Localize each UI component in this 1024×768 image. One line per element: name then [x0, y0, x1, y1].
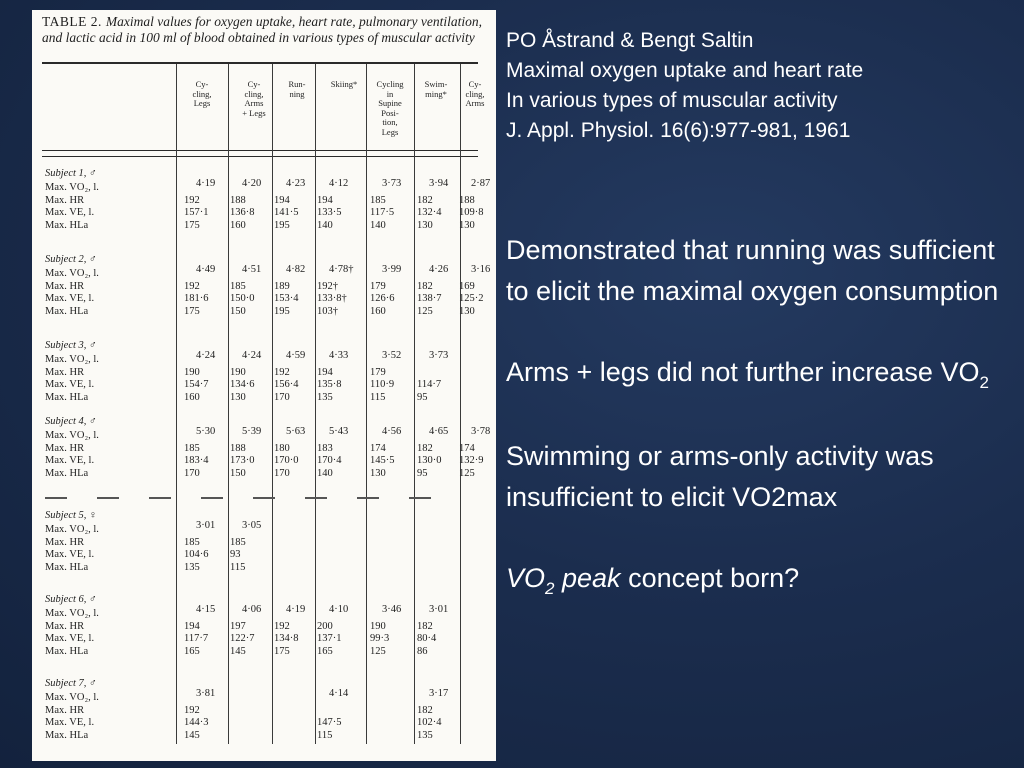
- row-label: Max. HR: [45, 704, 85, 716]
- citation-journal: J. Appl. Physiol. 16(6):977-981, 1961: [506, 119, 851, 142]
- finding-arms-legs: [506, 352, 1016, 396]
- table-cell: 135: [317, 391, 333, 403]
- table-cell: 95: [417, 467, 428, 479]
- table-cell: 130: [370, 467, 386, 479]
- header-bottom-rule: [42, 150, 478, 151]
- table-cell: 4·10: [329, 604, 349, 615]
- table-cell: 115: [230, 561, 246, 573]
- table-cell: 4·15: [196, 604, 216, 615]
- table-cell: 175: [184, 219, 200, 231]
- table-caption: [42, 14, 494, 62]
- table-cell: 145: [184, 729, 200, 741]
- table-cell: 4·23: [286, 178, 306, 189]
- table-cell: 188: [230, 442, 246, 454]
- table-scan-image: [32, 10, 496, 761]
- cut-mark: [357, 497, 379, 499]
- vo2-subscript: 2: [979, 373, 989, 392]
- table-cell: 174: [459, 442, 475, 454]
- table-cell: 4·20: [242, 178, 262, 189]
- table-cell: 4·49: [196, 264, 216, 275]
- row-label: Max. HR: [45, 536, 85, 548]
- table-cell: 4·19: [196, 178, 216, 189]
- table-cell: 150·0: [230, 293, 255, 304]
- table-cell: 102·4: [417, 717, 442, 728]
- table-cell: 93: [230, 549, 241, 560]
- table-cell: 185: [370, 194, 386, 206]
- column-rule: [315, 64, 316, 744]
- table-cell: 5·43: [329, 426, 349, 437]
- table-cell: 165: [184, 645, 200, 657]
- citation-subtitle: In various types of muscular activity: [506, 89, 838, 112]
- table-cell: 156·4: [274, 379, 299, 390]
- subject-label: Subject 4, ♂: [45, 416, 97, 427]
- table-cell: 182: [417, 280, 433, 292]
- table-cell: 133·8†: [317, 293, 347, 304]
- table-cell: 192: [274, 366, 290, 378]
- row-label: Max. HLa: [45, 729, 89, 741]
- table-cell: 4·59: [286, 350, 306, 361]
- table-cell: 125: [370, 645, 386, 657]
- table-cell: 136·8: [230, 207, 255, 218]
- table-cell: 200: [317, 620, 333, 632]
- row-label: Max. VO₂, l.: [45, 268, 99, 279]
- table-cell: 160: [230, 219, 246, 231]
- table-cell: 4·33: [329, 350, 349, 361]
- row-label: Max. VE, l.: [45, 717, 95, 728]
- table-cell: 3·46: [382, 604, 402, 615]
- column-header: Skiing*: [330, 79, 358, 89]
- table-cell: 125·2: [459, 293, 484, 304]
- slide-text: [506, 26, 1016, 602]
- table-cell: 130: [459, 219, 475, 231]
- cut-mark: [409, 497, 431, 499]
- row-label: Max. VE, l.: [45, 379, 95, 390]
- column-rule: [228, 64, 229, 744]
- table-cell: 189: [274, 280, 290, 292]
- table-cell: 3·01: [196, 520, 216, 531]
- table-cell: 154·7: [184, 379, 209, 390]
- table-cell: 122·7: [230, 633, 255, 644]
- column-rule: [272, 64, 273, 744]
- table-cell: 114·7: [417, 379, 442, 390]
- table-cell: 192: [184, 194, 200, 206]
- table-number: TABLE 2.: [42, 14, 102, 29]
- subject-label: Subject 6, ♂: [45, 594, 97, 605]
- table-cell: 180: [274, 442, 290, 454]
- column-header: Cy- cling, Arms: [465, 79, 485, 108]
- table-cell: 190: [370, 620, 386, 632]
- table-cell: 194: [184, 620, 200, 632]
- table-cell: 185: [184, 536, 200, 548]
- table-cell: 192†: [317, 280, 338, 292]
- table-cell: 5·30: [196, 426, 216, 437]
- row-label: Max. HLa: [45, 219, 89, 231]
- table-cell: 4·51: [242, 264, 262, 275]
- cut-mark: [253, 497, 275, 499]
- table-cell: 135: [184, 561, 200, 573]
- table-cell: 144·3: [184, 717, 209, 728]
- column-rule: [176, 64, 177, 744]
- table-cell: 137·1: [317, 633, 342, 644]
- row-label: Max. VE, l.: [45, 633, 95, 644]
- table-cell: 190: [230, 366, 246, 378]
- row-label: Max. HR: [45, 620, 85, 632]
- table-cell: 150: [230, 305, 246, 317]
- row-label: Max. HR: [45, 194, 85, 206]
- table-cell: 150: [230, 467, 246, 479]
- table-cell: 132·9: [459, 455, 484, 466]
- table-cell: 109·8: [459, 207, 484, 218]
- row-label: Max. HR: [45, 442, 85, 454]
- table-cell: 179: [370, 366, 386, 378]
- table-cell: 194: [317, 366, 333, 378]
- table-cell: 130: [230, 391, 246, 403]
- table-cell: 3·73: [382, 178, 402, 189]
- peak-word: peak: [562, 563, 621, 593]
- table-cell: 170: [184, 467, 200, 479]
- row-label: Max. VE, l.: [45, 293, 95, 304]
- table-cell: 190: [184, 366, 200, 378]
- column-header: Run- ning: [288, 79, 306, 99]
- table-cell: 182: [417, 704, 433, 716]
- table-cell: 133·5: [317, 207, 342, 218]
- table-cell: 147·5: [317, 717, 342, 728]
- row-label: Max. VO₂, l.: [45, 608, 99, 619]
- table-cell: 175: [274, 645, 290, 657]
- table-cell: 135: [417, 729, 433, 741]
- table-cell: 5·63: [286, 426, 306, 437]
- table-cell: 192: [184, 704, 200, 716]
- table-cell: 3·78: [471, 426, 491, 437]
- table-cell: 115: [317, 729, 333, 741]
- table-cell: 99·3: [370, 633, 390, 644]
- row-label: Max. HLa: [45, 305, 89, 317]
- table-cell: 185: [230, 280, 246, 292]
- table-cell: 3·99: [382, 264, 402, 275]
- column-rule: [414, 64, 415, 744]
- subject-label: Subject 5, ♀: [45, 510, 97, 521]
- citation: [506, 26, 1016, 146]
- cut-mark: [149, 497, 171, 499]
- cut-mark: [45, 497, 67, 499]
- table-cell: 183·4: [184, 455, 209, 466]
- finding-vo2-peak: [506, 558, 1016, 602]
- table-cell: 140: [317, 219, 333, 231]
- table-cell: 197: [230, 620, 246, 632]
- table-cell: 135·8: [317, 379, 342, 390]
- row-label: Max. VE, l.: [45, 455, 95, 466]
- table-cell: 195: [274, 219, 290, 231]
- table-cell: 179: [370, 280, 386, 292]
- row-label: Max. HR: [45, 366, 85, 378]
- table-cell: 4·19: [286, 604, 306, 615]
- table-cell: 140: [370, 219, 386, 231]
- table-cell: 95: [417, 391, 428, 403]
- table-cell: 194: [274, 194, 290, 206]
- cut-off-row: [45, 497, 485, 501]
- table-cell: 3·01: [429, 604, 449, 615]
- table-cell: 3·81: [196, 688, 216, 699]
- table-cell: 110·9: [370, 379, 395, 390]
- table-cell: 183: [317, 442, 333, 454]
- table-cell: 188: [230, 194, 246, 206]
- table-cell: 175: [184, 305, 200, 317]
- table-cell: 130·0: [417, 455, 442, 466]
- table-cell: 174: [370, 442, 386, 454]
- column-header: Cy- cling, Legs: [192, 79, 212, 108]
- cut-mark: [201, 497, 223, 499]
- table-cell: 145·5: [370, 455, 395, 466]
- table-cell: 3·94: [429, 178, 449, 189]
- row-label: Max. HLa: [45, 391, 89, 403]
- table-cell: 4·14: [329, 688, 349, 699]
- table-cell: 188: [459, 194, 475, 206]
- column-rule: [460, 64, 461, 744]
- table-cell: 4·56: [382, 426, 402, 437]
- table-cell: 192: [274, 620, 290, 632]
- header-bottom-rule-2: [42, 156, 478, 157]
- column-rule: [366, 64, 367, 744]
- table-cell: 4·24: [196, 350, 216, 361]
- table-cell: 3·17: [429, 688, 449, 699]
- table-cell: 153·4: [274, 293, 299, 304]
- table-cell: 3·16: [471, 264, 491, 275]
- table-cell: 181·6: [184, 293, 209, 304]
- row-label: Max. HLa: [45, 561, 89, 573]
- row-label: Max. VO₂, l.: [45, 430, 99, 441]
- finding-running: Demonstrated that running was sufficient to elicit the maximal oxygen consumption: [506, 235, 999, 306]
- table-caption-text: Maximal values for oxygen uptake, heart rate, pulmonary ventilation, and lactic acid in 100 ml of blood obtained in various types of muscular activity: [42, 14, 482, 45]
- row-label: Max. VE, l.: [45, 207, 95, 218]
- table-cell: 2·87: [471, 178, 491, 189]
- peak-rest-text: concept born?: [620, 563, 800, 593]
- table-cell: 126·6: [370, 293, 395, 304]
- table-cell: 195: [274, 305, 290, 317]
- table-cell: 192: [184, 280, 200, 292]
- table-cell: 185: [184, 442, 200, 454]
- table-cell: 165: [317, 645, 333, 657]
- table-cell: 160: [370, 305, 386, 317]
- table-cell: 4·26: [429, 264, 449, 275]
- subject-label: Subject 7, ♂: [45, 678, 97, 689]
- table-cell: 132·4: [417, 207, 442, 218]
- table-cell: 130: [459, 305, 475, 317]
- table-cell: 185: [230, 536, 246, 548]
- finding-arms-legs-text: Arms + legs did not further increase VO: [506, 357, 980, 387]
- table-cell: 115: [370, 391, 386, 403]
- citation-authors: PO Åstrand & Bengt Saltin: [506, 29, 754, 52]
- table-cell: 173·0: [230, 455, 255, 466]
- table-cell: 3·73: [429, 350, 449, 361]
- table-cell: 182: [417, 442, 433, 454]
- cut-mark: [305, 497, 327, 499]
- table-cell: 86: [417, 645, 428, 657]
- table-cell: 80·4: [417, 633, 437, 644]
- cut-mark: [97, 497, 119, 499]
- row-label: Max. HLa: [45, 467, 89, 479]
- header-top-rule: [42, 62, 478, 64]
- table-cell: 145: [230, 645, 246, 657]
- table-cell: 4·12: [329, 178, 349, 189]
- table-cell: 141·5: [274, 207, 299, 218]
- table-cell: 134·8: [274, 633, 299, 644]
- finding-swimming: Swimming or arms-only activity was insufficient to elicit VO2max: [506, 441, 934, 512]
- table-cell: 140: [317, 467, 333, 479]
- subject-label: Subject 3, ♂: [45, 340, 97, 351]
- table-cell: 160: [184, 391, 200, 403]
- table-cell: 130: [417, 219, 433, 231]
- table-cell: 194: [317, 194, 333, 206]
- table-cell: 169: [459, 280, 475, 292]
- column-header: Swim- ming*: [424, 79, 448, 99]
- peak-subscript: 2: [545, 579, 555, 598]
- table-cell: 134·6: [230, 379, 255, 390]
- table-cell: 170·4: [317, 455, 342, 466]
- table-cell: 4·06: [242, 604, 262, 615]
- table-cell: 3·52: [382, 350, 402, 361]
- subject-label: Subject 1, ♂: [45, 168, 97, 179]
- table-cell: 117·7: [184, 633, 209, 644]
- row-label: Max. VE, l.: [45, 549, 95, 560]
- table-cell: 4·82: [286, 264, 306, 275]
- table-cell: 170: [274, 391, 290, 403]
- row-label: Max. HR: [45, 280, 85, 292]
- row-label: Max. VO₂, l.: [45, 354, 99, 365]
- table-cell: 170·0: [274, 455, 299, 466]
- table-cell: 157·1: [184, 207, 209, 218]
- table-cell: 125: [459, 467, 475, 479]
- table-cell: 182: [417, 620, 433, 632]
- column-header: Cy- cling, Arms + Legs: [242, 79, 266, 118]
- table-cell: 104·6: [184, 549, 209, 560]
- citation-title: Maximal oxygen uptake and heart rate: [506, 59, 864, 82]
- table-cell: 182: [417, 194, 433, 206]
- table-cell: 117·5: [370, 207, 395, 218]
- table-cell: 138·7: [417, 293, 442, 304]
- table-cell: 3·05: [242, 520, 262, 531]
- row-label: Max. HLa: [45, 645, 89, 657]
- table-cell: 5·39: [242, 426, 262, 437]
- table-cell: 4·65: [429, 426, 449, 437]
- table-cell: 103†: [317, 305, 338, 317]
- table-cell: 4·24: [242, 350, 262, 361]
- row-label: Max. VO₂, l.: [45, 182, 99, 193]
- subject-label: Subject 2, ♂: [45, 254, 97, 265]
- row-label: Max. VO₂, l.: [45, 692, 99, 703]
- table-cell: 170: [274, 467, 290, 479]
- column-header: Cycling in Supine Posi- tion, Legs: [376, 79, 404, 137]
- table-cell: 4·78†: [329, 264, 354, 275]
- row-label: Max. VO₂, l.: [45, 524, 99, 535]
- peak-vo-text: VO: [506, 563, 546, 593]
- table-cell: 125: [417, 305, 433, 317]
